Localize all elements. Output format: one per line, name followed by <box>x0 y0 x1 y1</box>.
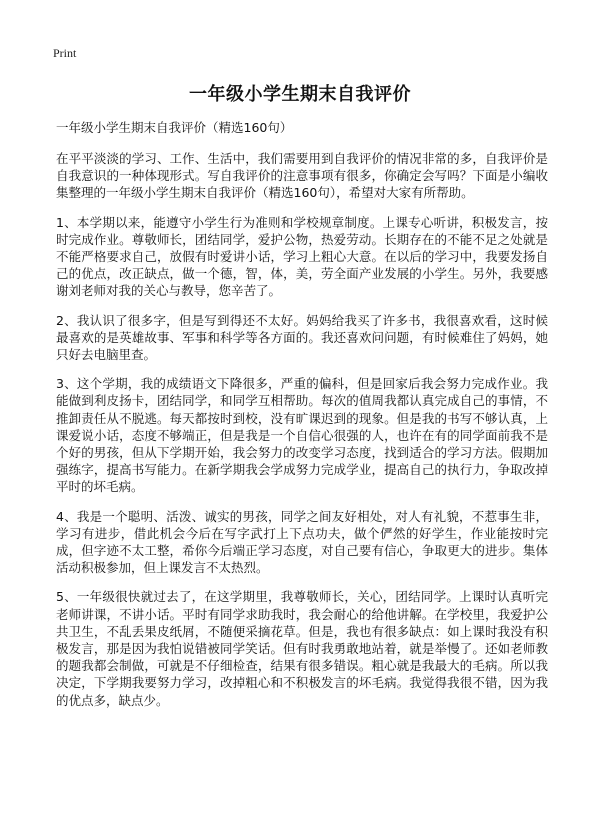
paragraph-1: 1、本学期以来，能遵守小学生行为准则和学校规章制度。上课专心听讲，积极发言，按时完成作业。尊敬师长，团结同学，爱护公物，热爱劳动。长期存在的不能不足之处就是不能严格要求自己，放假有时爱讲小话，学习上粗心大意。在以后的学习中，我要发扬自己的优点，改正缺点，做一个德，智，体，美，劳全面产业发展的小学生。另外，我要感谢刘老师对我的关心与教导，您辛苦了。 <box>56 214 548 299</box>
paragraph-4: 4、我是一个聪明、活泼、诚实的男孩，同学之间友好相处，对人有礼貌，不惹事生非，学习有进步，借此机会今后在写字武打上下点功夫，做个俨然的好学生，作业能按时完成，但字迹不太工整，希你今后端正学习态度，对自己要有信心，争取更大的进步。集体活动积极参加，但上课发言不太热烈。 <box>56 508 548 576</box>
article-body <box>56 119 548 721</box>
paragraph-5: 5、一年级很快就过去了，在这学期里，我尊敬师长，关心，团结同学。上课时认真听完老师讲课，不讲小话。平时有同学求助我时，我会耐心的给他讲解。在学校里，我爱护公共卫生，不乱丢果皮纸屑，不随便采摘花草。但是，我也有很多缺点：如上课时我没有积极发言，那是因为我怕说错被同学笑话。但有时我勇敢地站着，就是举慢了。还如老师教的题我都会制做，可就是不仔细检查，结果有很多错误。粗心就是我最大的毛病。所以我决定，下学期我要努力学习，改掉粗心和不积极发言的坏毛病。我觉得我很不错，因为我的优点多，缺点少。 <box>56 589 548 708</box>
article-subtitle: 一年级小学生期末自我评价（精选160句） <box>56 120 293 135</box>
print-link[interactable]: Print <box>53 46 77 60</box>
paragraph-3: 3、这个学期，我的成绩语文下降很多，严重的偏科，但是回家后我会努力完成作业。我能做到利皮扬卡，团结同学，和同学互相帮助。每次的值周我都认真完成自己的事情，不推卸责任从不脱逃。每天都按时到校，没有旷课迟到的现象。但是我的书写不够认真，上课爱说小话，态度不够端正，但是我是一个自信心很强的人，也许在有的同学面前我不是个好的男孩，但从下学期开始，我会努力的改变学习态度，找到适合的学习方法。假期加强练字，提高书写能力。在新学期我会学成努力完成学业，提高自己的执行力，争取改掉平时的坏毛病。 <box>56 376 548 495</box>
paragraph-2: 2、我认识了很多字，但是写到得还不太好。妈妈给我买了许多书，我很喜欢看，这时候最喜欢的是英雄故事、军事和科学等各方面的。我还喜欢问问题，有时候难住了妈妈，她只好去电脑里查。 <box>56 312 548 363</box>
intro-paragraph: 在平平淡淡的学习、工作、生活中，我们需要用到自我评价的情况非常的多，自我评价是自我意识的一种体现形式。写自我评价的注意事项有很多，你确定会写吗？下面是小编收集整理的一年级小学生期末自我评价（精选160句），希望对大家有所帮助。 <box>56 151 548 201</box>
page-title: 一年级小学生期末自我评价 <box>189 84 411 105</box>
